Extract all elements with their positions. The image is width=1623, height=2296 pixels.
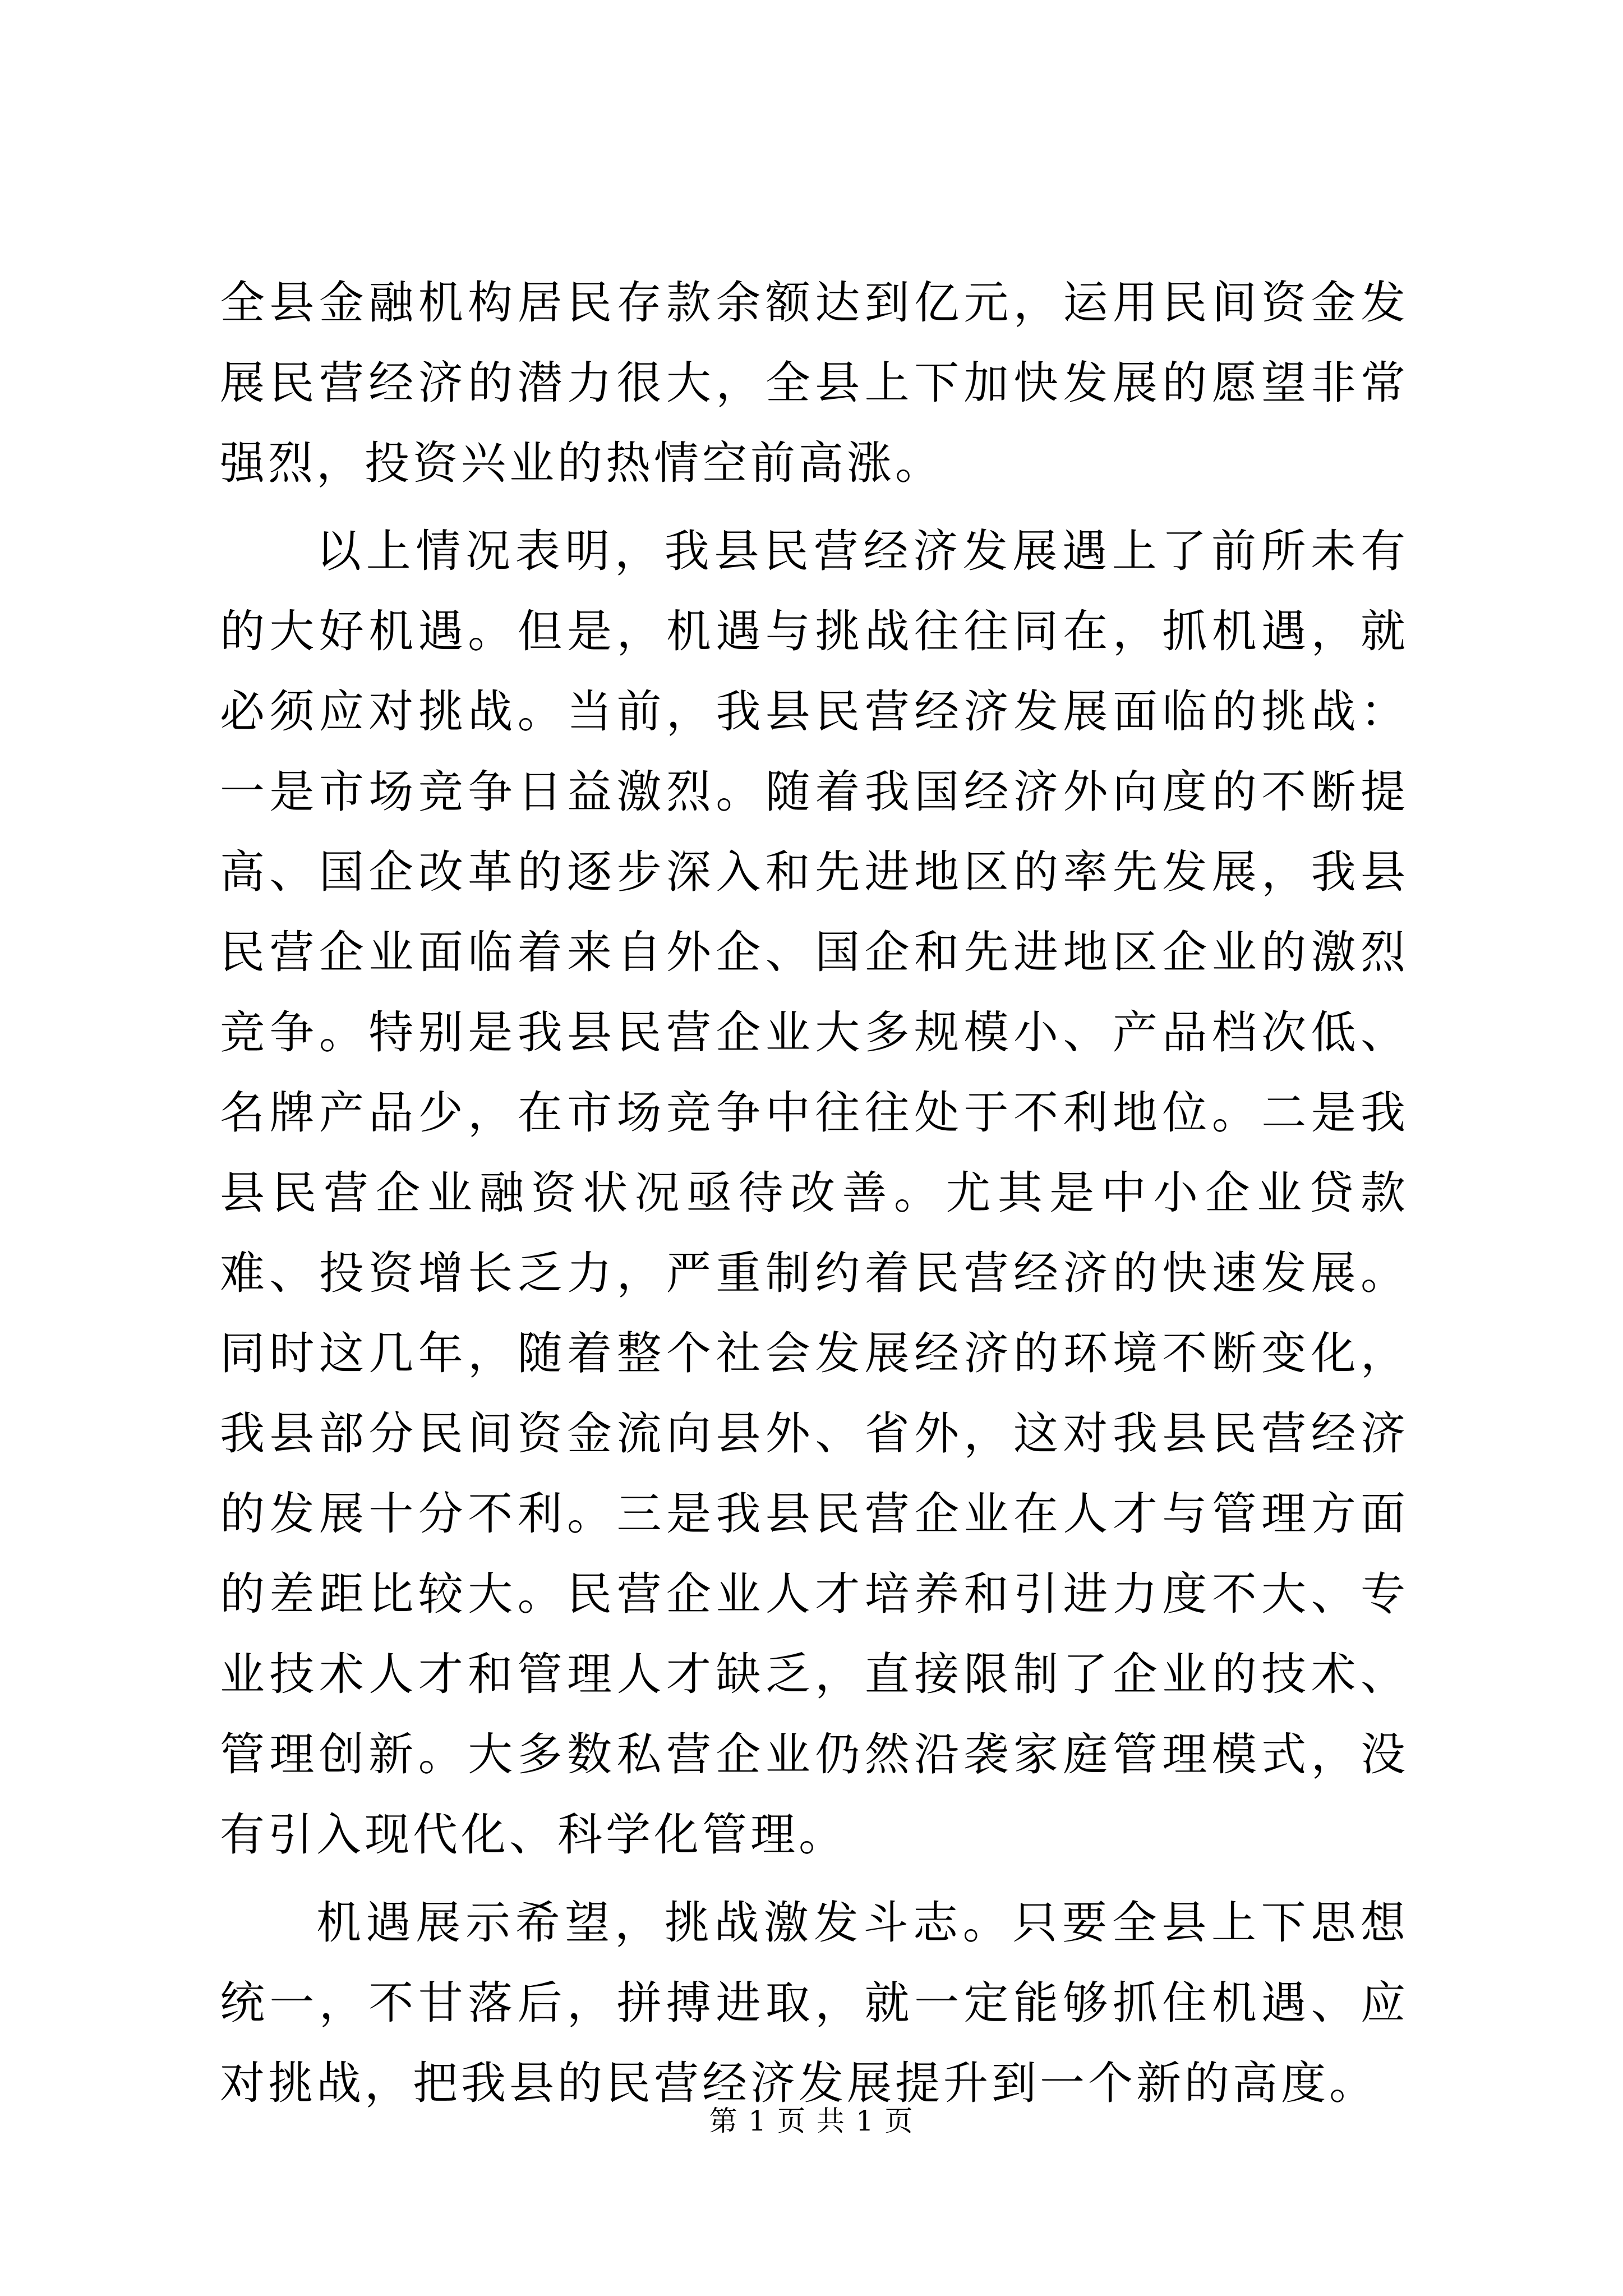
paragraph-2: 以上情况表明，我县民营经济发展遇上了前所未有的大好机遇。但是，机遇与挑战往往同在，抓机遇，就必须应对挑战。当前，我县民营经济发展面临的挑战：一是市场竞争日益激烈。随着我国经济外向度的不断提高、国企改革的逐步深入和先进地区的率先发展，我县民营企业面临着来自外企、国企和先进地区企业的激烈竞争。特别是我县民营企业大多规模小、产品档次低、名牌产品少，在市场竞争中往往处于不利地位。二是我县民营企业融资状况亟待改善。尤其是中小企业贷款难、投资增长乏力，严重制约着民营经济的快速发展。同时这几年，随着整个社会发展经济的环境不断变化，我县部分民间资金流向县外、省外，这对我县民营经济的发展十分不利。三是我县民营企业在人才与管理方面的差距比较大。民营企业人才培养和引进力度不大、专业技术人才和管理人才缺乏，直接限制了企业的技术、管理创新。大多数私营企业仍然沿袭家庭管理模式，没有引入现代化、科学化管理。 — [220, 525, 1409, 1861]
page-number-footer: 第 1 页 共 1 页 — [709, 2105, 914, 2137]
document-body — [220, 263, 1409, 2123]
paragraph-1: 全县金融机构居民存款余额达到亿元，运用民间资金发展民营经济的潜力很大，全县上下加快发展的愿望非常强烈，投资兴业的热情空前高涨。 — [220, 277, 1409, 489]
paragraph-3: 机遇展示希望，挑战激发斗志。只要全县上下思想统一，不甘落后，拼搏进取，就一定能够抓住机遇、应对挑战，把我县的民营经济发展提升到一个新的高度。 — [220, 1897, 1409, 2109]
